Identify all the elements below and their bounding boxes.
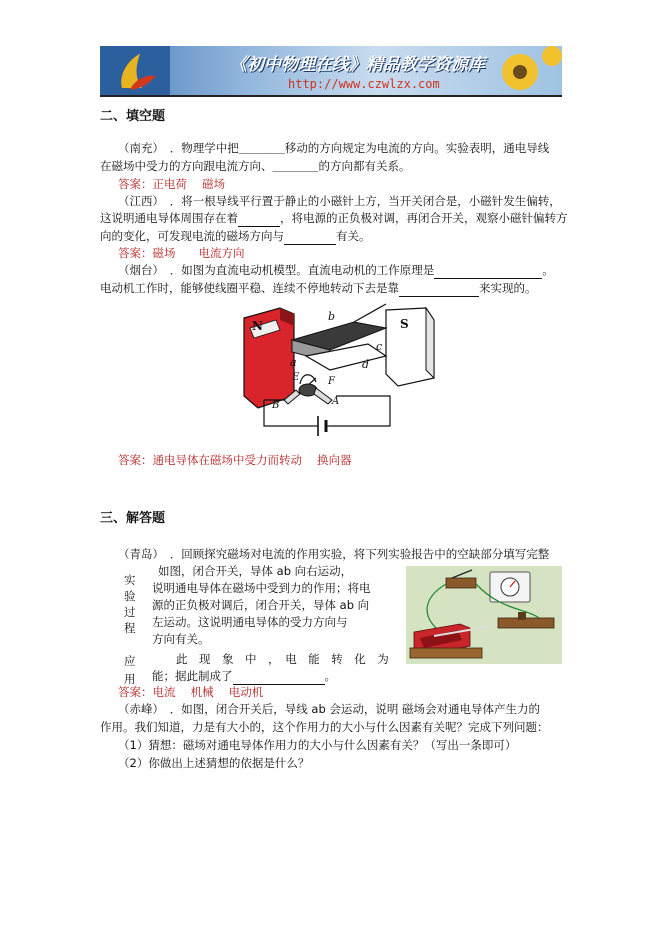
label-s: S [400,317,409,331]
q4-row1-label: 实验过程 [124,573,136,635]
q4-row1-line-1: 如图，闭合开关，导体 ab 向右运动， [158,564,353,578]
label-b-upper: B [272,400,280,411]
q2-blank-2 [284,232,336,245]
q2-line3-a: 向的变化，可发现电流的磁场方向与 [100,229,284,243]
q1-line1: （南充） ．物理学中把＿＿＿＿移动的方向规定为电流的方向。实验表明，通电导线 [118,141,550,155]
label-f: F [328,376,335,387]
q4-row2-line2-a: 能；据此制成了 [152,669,233,683]
dc-motor-figure [236,300,442,446]
label-b: b [328,310,336,323]
q4-row2-line2-b: 。 [324,669,336,683]
q1-line2: 在磁场中受力的方向跟电流方向、＿＿＿＿的方向都有关系。 [100,159,411,173]
label-c: c [376,340,383,353]
q3-line1-b: 。 [542,263,554,277]
brush-f [314,388,332,404]
label-n: N [252,319,263,333]
q4-row1-line-5: 方向有关。 [152,632,210,646]
q5-line2: 作用。我们知道，力是有大小的，这个作用力的大小与什么因素有关呢？完成下列问题： [100,720,549,734]
q3-answer: 答案：通电导体在磁场中受力而转动 换向器 [118,453,352,467]
q2-line2 [100,210,568,227]
banner-title: 《初中物理在线》精品教学资源库 [230,55,485,75]
q3-line1 [118,262,554,279]
switch-base [446,578,476,588]
q2-line3-b: 有关。 [336,229,371,243]
q4-answer: 答案：电流 机械 电动机 [118,685,264,699]
q3-blank-2 [399,284,479,297]
section-heading-answer: 三、解答题 [100,511,166,526]
q4-row2-line2 [152,668,336,685]
q4-intro: （青岛） ．回顾探究磁场对电流的作用实验，将下列实验报告中的空缺部分填写完整 [118,547,550,561]
q4-row1-line-4: 左运动。这说明通电导体的受力方向与 [152,615,348,629]
label-d: d [362,358,370,371]
q5-line1: （赤峰） ．如图，闭合开关后，导线 ab 会运动，说明 磁场会对通电导体产生力的 [118,702,541,716]
circuit-wire-right [332,396,390,426]
q2-line1: （江西） ．将一根导线平行置于静止的小磁针上方，当开关闭合是，小磁针发生偏转， [118,194,561,208]
section-heading-fill-blank: 二、填空题 [100,109,166,124]
q4-row2-label: 应用 [124,654,136,686]
q4-row1-line-2: 说明通电导体在磁场中受到力的作用；将电 [152,581,371,595]
q3-line2-a: 电动机工作时，能够使线圈平稳、连续不停地转动下去是靠 [100,281,399,295]
banner-url: http://www.czwlzx.com [288,77,440,91]
q2-blank-1 [238,214,280,227]
q3-blank-1 [434,266,542,279]
header-rule [100,95,562,97]
q2-line2-b: ，将电源的正负极对调，再闭合开关，观察小磁针偏转方 [280,211,568,225]
label-a-upper: A [332,396,340,407]
q4-row1-line-3: 源的正负极对调后，闭合开关，导体 ab 向 [152,598,370,612]
q1-answer: 答案：正电荷 磁场 [118,177,226,191]
header-banner [100,46,562,96]
q5-sub2: （2）你做出上述猜想的依据是什么？ [118,756,310,770]
experiment-photo [406,566,562,664]
q3-line2 [100,280,537,297]
q3-line2-b: 来实现的。 [479,281,537,295]
q2-line2-a: 这说明通电导体周围存在着 [100,211,238,225]
q2-answer: 答案：磁场 电流方向 [118,246,245,260]
q4-row2-line1: 此 现 象 中 ， 电 能 转 化 为 [176,652,389,666]
q5-sub1: （1）猜想：磁场对通电导体作用力的大小与什么因素有关？（写出一条即可） [118,738,517,752]
label-a: a [290,356,297,369]
label-e: E [292,372,300,383]
q2-line3 [100,228,371,245]
q3-line1-a: （烟台） ．如图为直流电动机模型。直流电动机的工作原理是 [118,263,435,277]
